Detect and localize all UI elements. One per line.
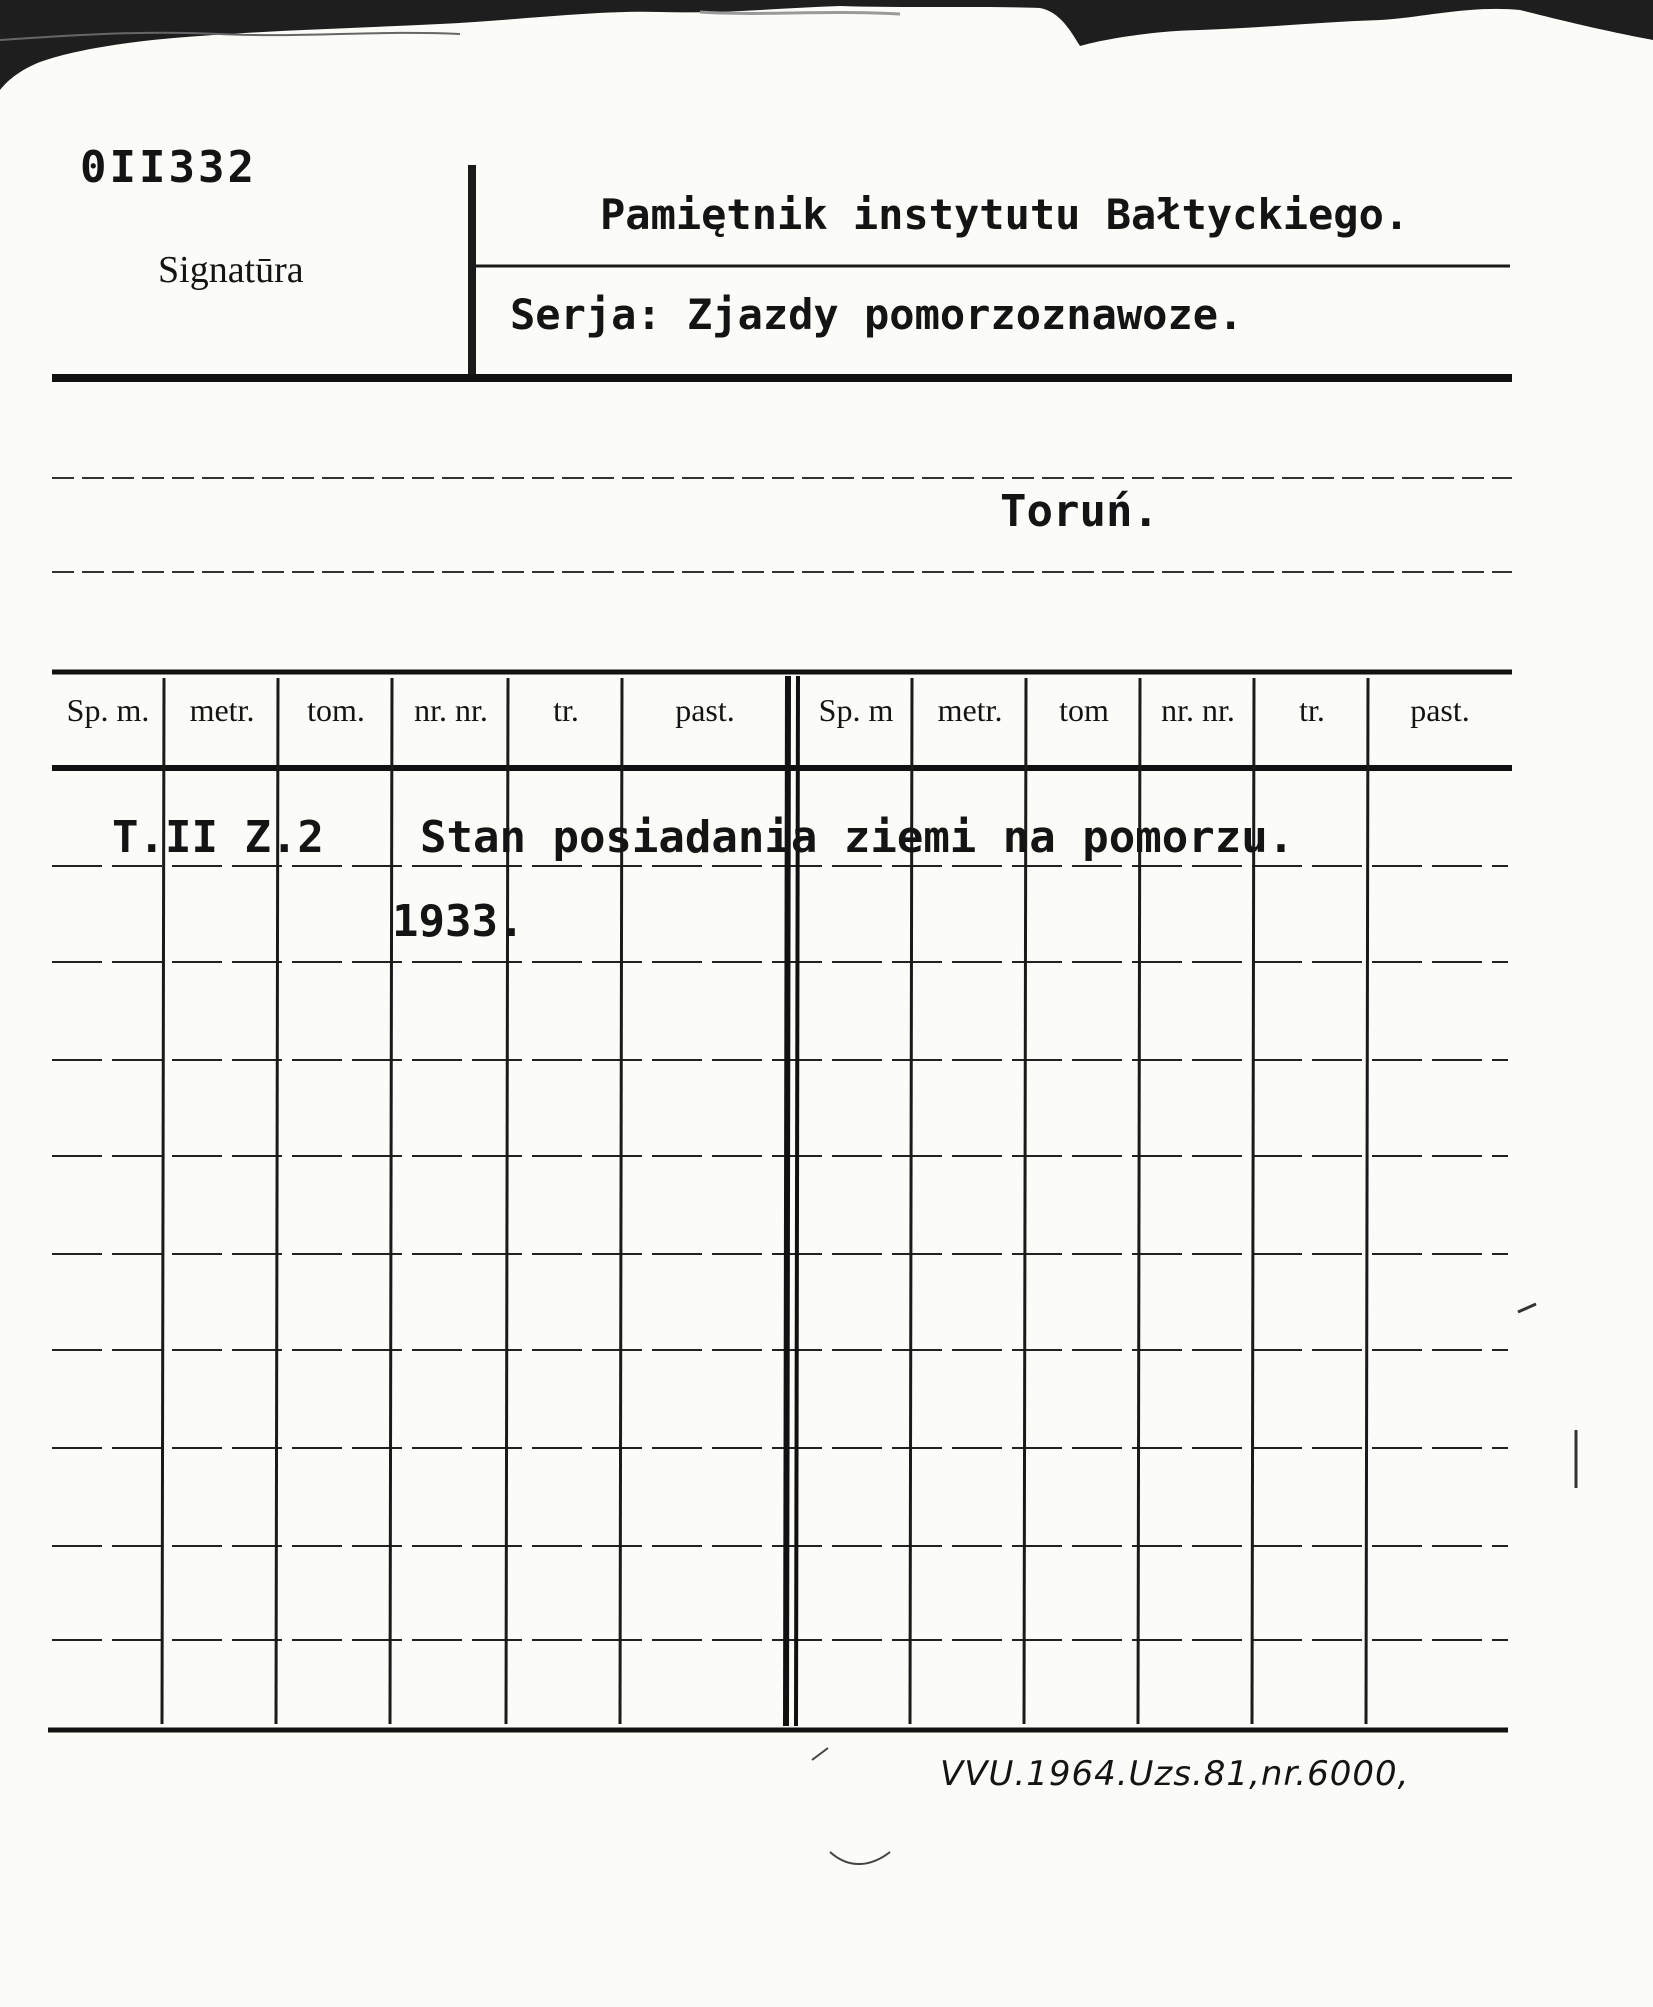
col-header-tr-left: tr. (553, 692, 579, 728)
col-header-sp-m-left: Sp. m. (66, 692, 150, 728)
printer-note: VVU.1964.Uzs.81,nr.6000, (940, 1754, 1410, 1794)
col-header-past-right: past. (1410, 692, 1470, 728)
col-header-past-left: past. (675, 692, 735, 728)
entry-title: Stan posiadania ziemi na pomorzu. (420, 812, 1295, 863)
signature-number: 0II332 (80, 142, 257, 193)
col-header-tr-right: tr. (1299, 692, 1325, 728)
place-of-publication: Toruń. (1000, 486, 1159, 537)
col-header-nr-right: nr. nr. (1161, 692, 1235, 728)
volume-number: T.II Z.2 (112, 812, 324, 863)
entry-year: 1933. (392, 896, 525, 947)
col-header-tom-right: tom (1059, 692, 1109, 728)
col-header-sp-m-right: Sp. m (818, 692, 894, 728)
series-line: Serja: Zjazdy pomorzoznawoze. (510, 290, 1244, 339)
col-header-tom-left: tom. (307, 692, 365, 728)
col-header-metr-right: metr. (937, 692, 1003, 728)
signature-label: Signatūra (158, 249, 304, 291)
col-header-metr-left: metr. (189, 692, 255, 728)
col-header-nr-left: nr. nr. (414, 692, 488, 728)
publication-title: Pamiętnik instytutu Bałtyckiego. (600, 190, 1410, 239)
